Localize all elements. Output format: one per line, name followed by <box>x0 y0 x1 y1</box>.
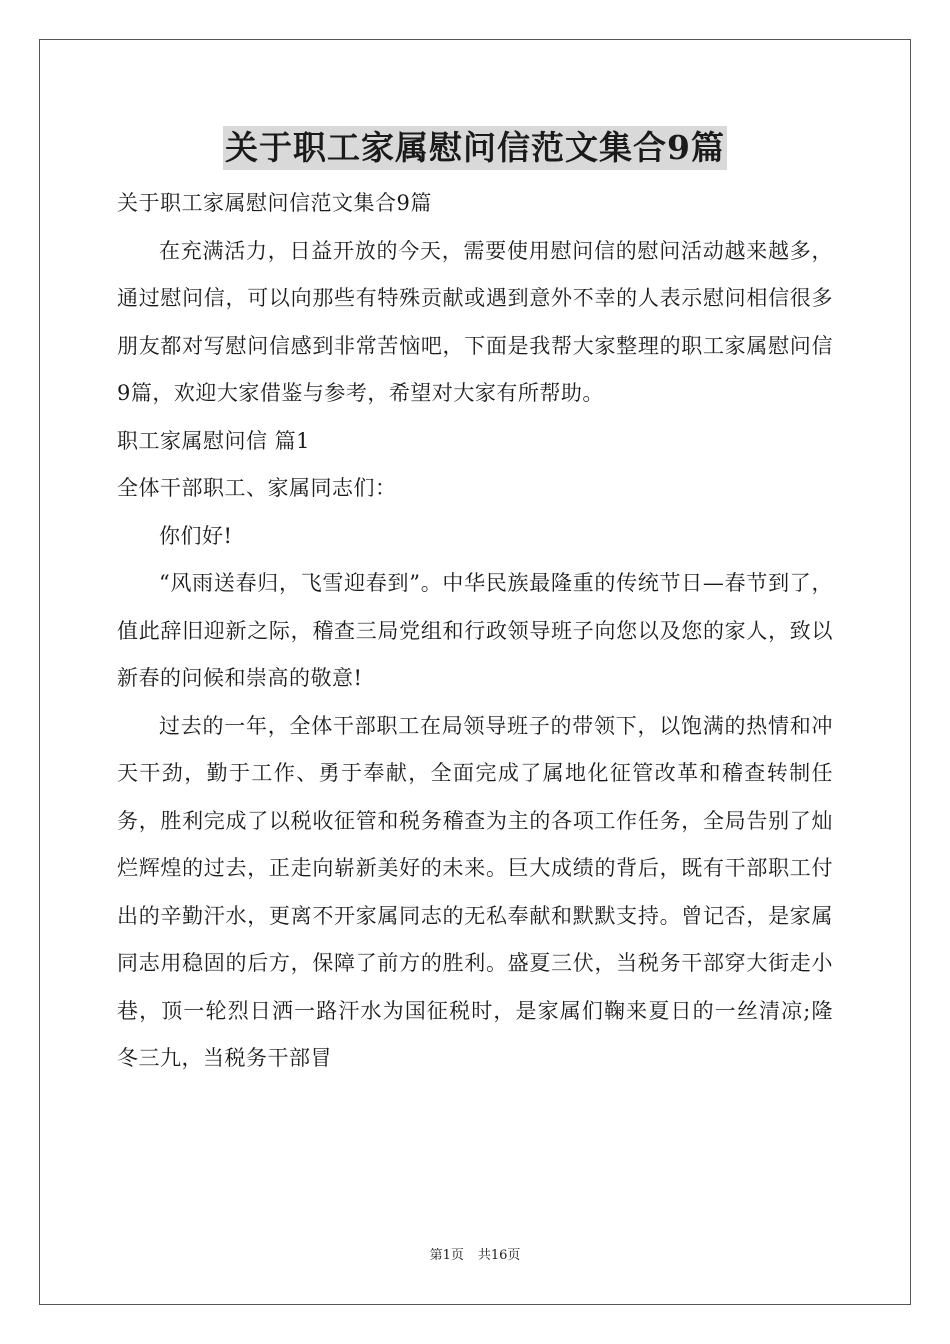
document-body <box>117 180 833 1083</box>
paragraph-past-year: 过去的一年，全体干部职工在局领导班子的带领下，以饱满的热情和冲天干劲，勤于工作、勇于奉献，全面完成了属地化征管改革和稽查转制任务，胜利完成了以税收征管和税务稽查为主的各项工作任务，全局告别了灿烂辉煌的过去，正走向崭新美好的未来。巨大成绩的背后，既有干部职工付出的辛勤汗水，更离不开家属同志的无私奉献和默默支持。曾记否，是家属同志用稳固的后方，保障了前方的胜利。盛夏三伏，当税务干部穿大街走小巷，顶一轮烈日洒一路汗水为国征税时，是家属们鞠来夏日的一丝清凉;隆冬三九，当税务干部冒 <box>117 713 833 1070</box>
page-total: 共16页 <box>477 1248 521 1263</box>
section-heading: 职工家属慰问信 篇1 <box>117 428 311 453</box>
page-number: 第1页 <box>429 1248 464 1263</box>
paragraph-spring-festival: “风雨送春归，飞雪迎春到”。中华民族最隆重的传统节日—春节到了，值此辞旧迎新之际，稽查三局党组和行政领导班子向您以及您的家人，致以新春的问候和崇高的敬意! <box>117 571 833 690</box>
document-title: 关于职工家属慰问信范文集合9篇 <box>223 126 727 170</box>
title-container <box>0 126 950 170</box>
page-footer <box>0 1246 950 1266</box>
paragraph-subtitle: 关于职工家属慰问信范文集合9篇 <box>117 191 432 215</box>
paragraph-intro: 在充满活力，日益开放的今天，需要使用慰问信的慰问活动越来越多，通过慰问信，可以向那些有特殊贡献或遇到意外不幸的人表示慰问相信很多朋友都对写慰问信感到非常苦恼吧，下面是我帮大家整理的职工家属慰问信9篇，欢迎大家借鉴与参考，希望对大家有所帮助。 <box>117 238 833 405</box>
salutation: 全体干部职工、家属同志们： <box>117 476 397 500</box>
greeting: 你们好! <box>159 523 233 548</box>
